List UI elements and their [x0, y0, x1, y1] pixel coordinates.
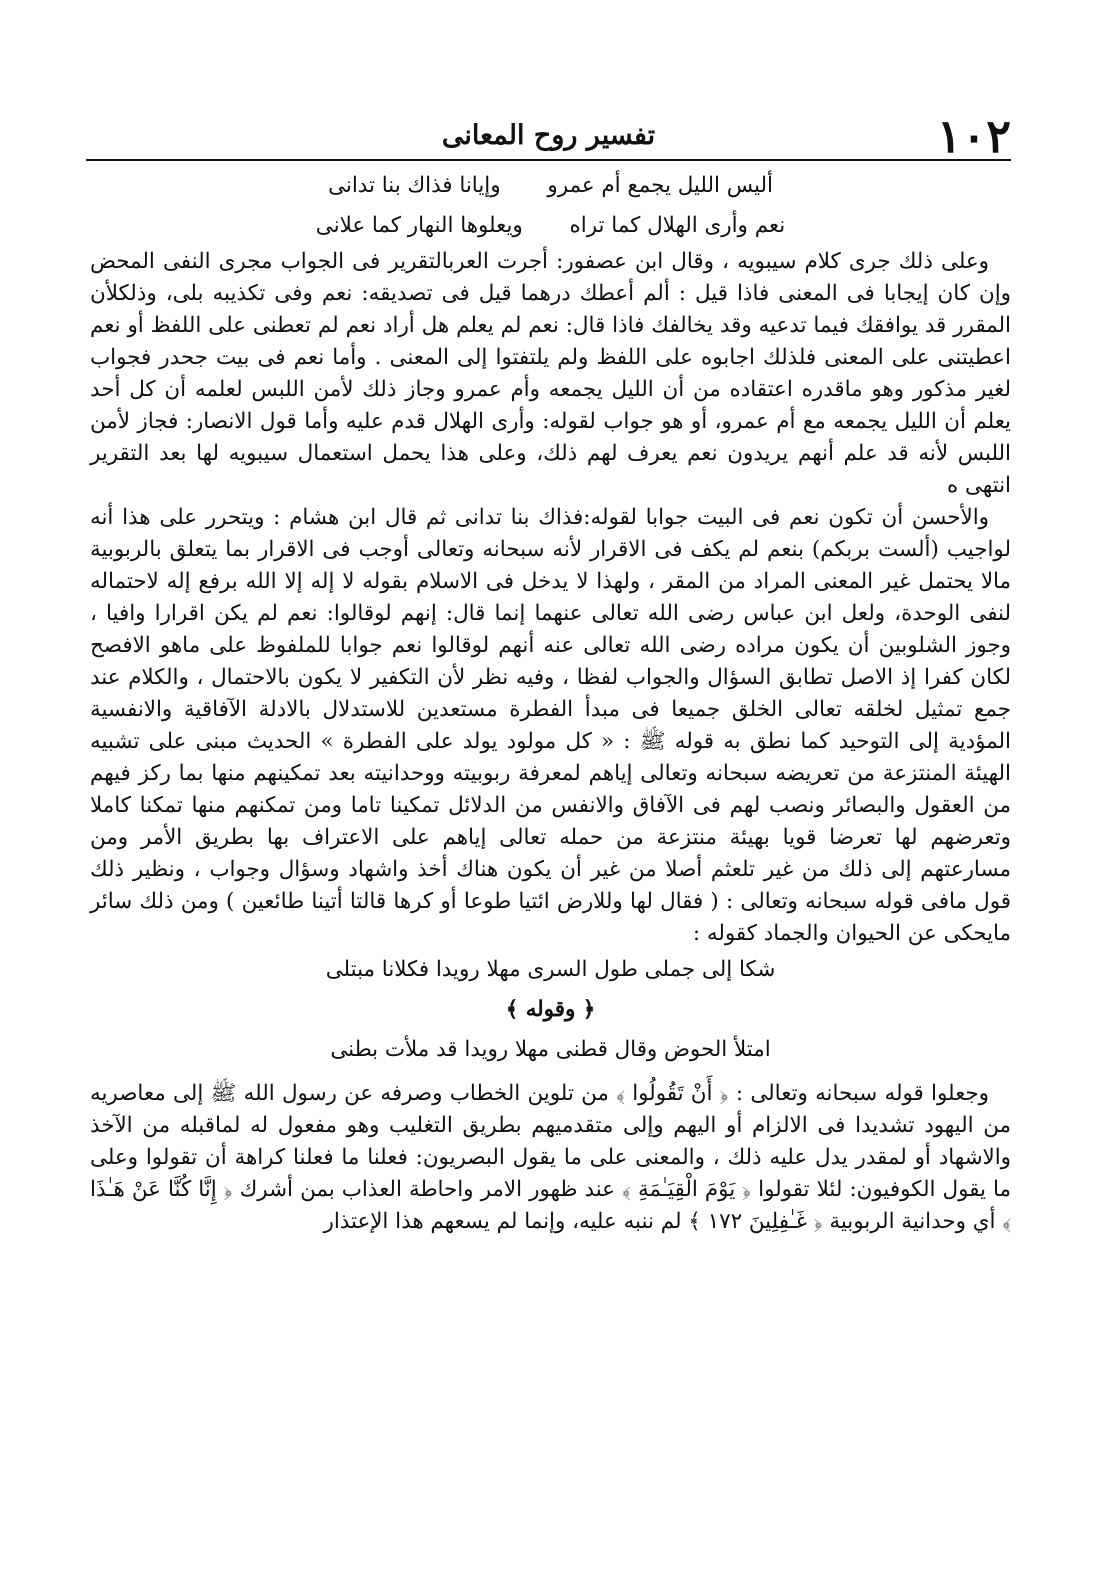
verse-1-hemistich-left: وإيانا فذاك بنا تدانى — [328, 173, 501, 198]
verse-2-hemistich-right: نعم وأرى الهلال كما تراه — [569, 213, 786, 238]
header-rule — [86, 159, 1011, 161]
verse-2-hemistich-left: ويعلوها النهار كما علانى — [315, 213, 523, 238]
paragraph-an-taqulu: وجعلوا قوله سبحانه وتعالى : ﴿ أَنْ تَقُولُوا ﴾ من تلوين الخطاب وصرفه عن رسول الله ﷺ إلى معاصريه من اليهود تشديدا فى الالزام أو اليهم وإلى متقدميهم بطريق التغليب وهو مفعول له لماقبله من الآخذ والاشهاد أو لمقدر يدل عليه ذلك ، والمعنى على ما يقول البصريون: فعلنا ما فعلنا كراهة أن تقولوا وعلى ما يقول الكوفيون: لئلا تقولوا ﴿ يَوْمَ الْقِيَـٰمَةِ ﴾ عند ظهور الامر واحاطة العذاب بمن أشرك ﴿ إِنَّا كُنَّا عَنْ هَـٰذَا ﴾ أي وحدانية الربوبية ﴿ غَـٰفِلِينَ ١٧٢ ﴾ لم ننبه عليه، وإنما لم يسعهم هذا الإعتذار — [90, 1081, 1011, 1234]
page-header — [86, 109, 1011, 163]
poem-verse-1 — [90, 166, 1011, 206]
poem-verse-3: شكا إلى جملى طول السرى مهلا رويدا فكلانا مبتلى — [325, 957, 776, 982]
page-body — [90, 166, 1011, 1238]
verse-1-hemistich-right: أليس الليل يجمع أم عمرو — [547, 173, 773, 198]
paragraph-ibn-usfur: وعلى ذلك جرى كلام سيبويه ، وقال ابن عصفور: أجرت العربالتقرير فى الجواب مجرى النفى المحض وإن كان إيجابا فى المعنى فاذا قيل : ألم أعطك درهما قيل فى تصديقه: نعم وفى تكذيبه بلى، وذلكلأن المقرر قد يوافقك فيما تدعيه وقد يخالفك فاذا قال: نعم لم يعلم هل أراد نعم لم تعطنى على اللفظ أو نعم اعطيتنى على المعنى فلذلك اجابوه على اللفظ ولم يلتفتوا إلى المعنى . وأما نعم فى بيت جحدر فجواب لغير مذكور وهو ماقدره اعتقاده من أن الليل يجمعه وأم عمرو وجاز ذلك لأمن اللبس لعلمه أن كل أحد يعلم أن الليل يجمعه مع أم عمرو، أو هو جواب لقوله: وأرى الهلال قدم عليه وأما قول الانصار: فجاز لأمن اللبس لأنه قد علم أنهم يريدون نعم يعرف لهم ذلك، وعلى هذا يحمل استعمال سيبويه لها بعد التقرير انتهى ه — [90, 249, 1011, 498]
paragraph-ibn-hisham: والأحسن أن تكون نعم فى البيت جوابا لقوله:فذاك بنا تدانى ثم قال ابن هشام : ويتحرر على هذا أنه لواجيب (ألست بربكم) بنعم لم يكف فى الاقرار لأنه سبحانه وتعالى أوجب فى الاقرار بما يتعلق بالربوبية مالا يحتمل غير المعنى المراد من المقر ، ولهذا لا يدخل فى الاسلام بقوله لا إله إلا الله برفع إله لاحتماله لنفى الوحدة، ولعل ابن عباس رضى الله تعالى عنهما إنما قال: إنهم لوقالوا: نعم لم يكن اقرارا وافيا ، وجوز الشلوبين أن يكون مراده رضى الله تعالى عنه أنهم لوقالوا نعم جوابا للملفوظ على ماهو الافصح لكان كفرا إذ الاصل تطابق السؤال والجواب لفظا ، وفيه نظر لأن التكفير لا يكون بالاحتمال ، والكلام عند جمع تمثيل لخلقه تعالى الخلق جميعا فى مبدأ الفطرة مستعدين للاستدلال بالادلة الآفاقية والانفسية المؤدية إلى التوحيد كما نطق به قوله ﷺ : « كل مولود يولد على الفطرة » الحديث مبنى على تشبيه الهيئة المنتزعة من تعريضه سبحانه وتعالى إياهم لمعرفة ربوبيته ووحدانيته بعد تمكينهم منها بما ركز فيهم من العقول والبصائر ونصب لهم فى الآفاق والانفس من الدلائل تمكينا تاما ومن تمكنهم منها تمكنا كاملا وتعرضهم لها تعرضا قويا بهيئة منتزعة من حمله تعالى إياهم على الاعتراف بها بطريق الأمر ومن مسارعتهم إلى ذلك من غير تلعثم أصلا من غير أن يكون هناك أخذ واشهاد وسؤال وجواب ، ونظير ذلك قول مافى قوله سبحانه وتعالى : ( فقال لها وللارض ائتيا طوعا أو كرها قالتا أتينا طائعين ) ومن ذلك سائر مايحكى عن الحيوان والجماد كقوله : — [90, 505, 1011, 946]
page-number: ١٠٢ — [936, 109, 1011, 163]
running-title: تفسير روح المعانى — [441, 120, 656, 151]
section-marker: ﴿ وقوله ﴾ — [505, 997, 596, 1022]
poem-verse-2 — [90, 206, 1011, 246]
poem-verse-4: امتلأ الحوض وقال قطنى مهلا رويدا قد ملأت بطنى — [330, 1037, 771, 1062]
